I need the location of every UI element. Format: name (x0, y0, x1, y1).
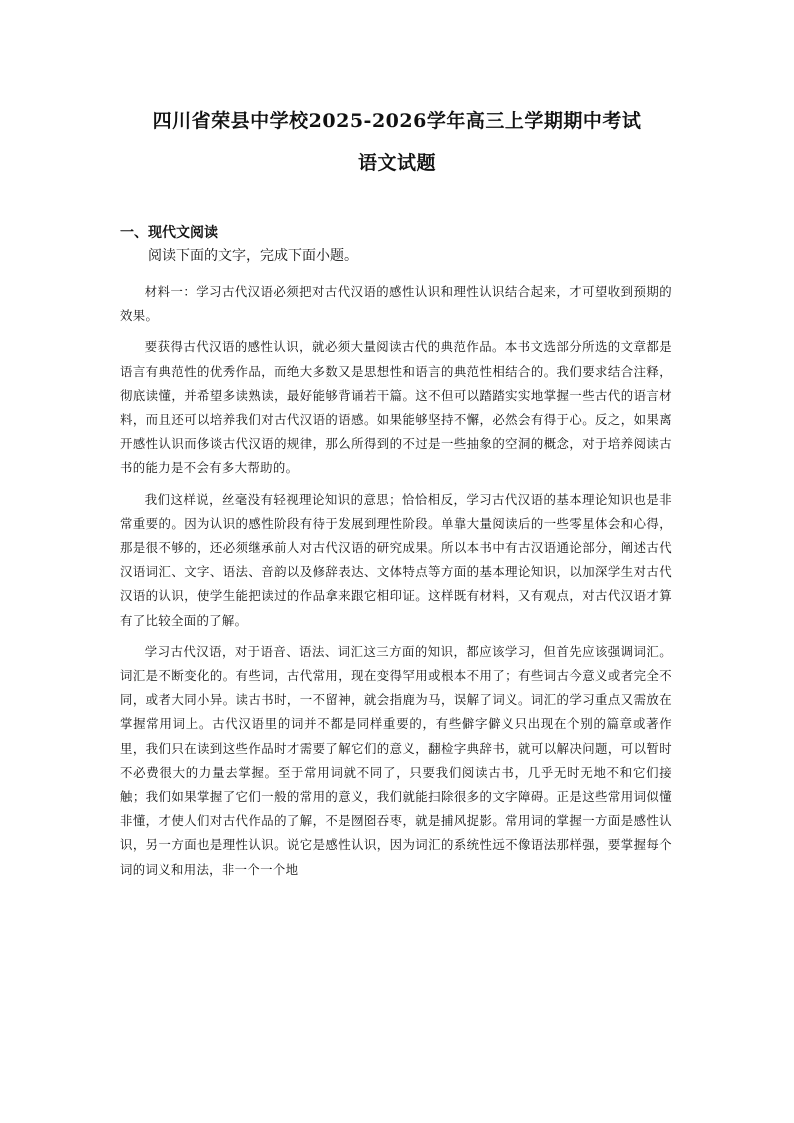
reading-passage (120, 280, 672, 889)
passage-paragraph-2: 要获得古代汉语的感性认识，就必须大量阅读古代的典范作品。本书文选部分所选的文章都是语言有典范性的优秀作品，而绝大多数又是思想性和语言的典范性相结合的。我们要求结合注释，彻底读懂，并希望多读熟读，最好能够背诵若干篇。这不但可以踏踏实实地掌握一些古代的语言材料，而且还可以培养我们对古代汉语的语感。如果能够坚持不懈，必然会有得于心。反之，如果离开感性认识而侈谈古代汉语的规律，那么所得到的不过是一些抽象的空洞的概念，对于培养阅读古书的能力是不会有多大帮助的。 (120, 339, 672, 476)
section-heading: 一、现代文阅读 (120, 225, 218, 241)
passage-paragraph-1: 材料一：学习古代汉语必须把对古代汉语的感性认识和理性认识结合起来，才可望收到预期的效果。 (120, 284, 672, 324)
exam-subtitle: 语文试题 (357, 152, 436, 174)
reading-instruction: 阅读下面的文字，完成下面小题。 (148, 248, 358, 264)
exam-title: 四川省荣县中学校2025-2026学年高三上学期期中考试 (152, 110, 642, 132)
passage-paragraph-4: 学习古代汉语，对于语音、语法、词汇这三方面的知识，都应该学习，但首先应该强调词汇。词汇是不断变化的。有些词，古代常用，现在变得罕用或根本不用了；有些词古今意义或者完全不同，或者大同小异。读古书时，一不留神，就会指鹿为马，误解了词义。词汇的学习重点又需放在掌握常用词上。古代汉语里的词并不都是同样重要的，有些僻字僻义只出现在个别的篇章或著作里，我们只在读到这些作品时才需要了解它们的意义，翻检字典辞书，就可以解决问题，可以暂时不必费很大的力量去掌握。至于常用词就不同了，只要我们阅读古书，几乎无时无地不和它们接触；我们如果掌握了它们一般的常用的意义，我们就能扫除很多的文字障碍。正是这些常用词似懂非懂，才使人们对古代作品的了解，不是囫囵吞枣，就是捕风捉影。常用词的掌握一方面是感性认识，另一方面也是理性认识。说它是感性认识，因为词汇的系统性远不像语法那样强，要掌握每个词的词义和用法，非一个一个地 (120, 643, 672, 877)
passage-paragraph-3: 我们这样说，丝毫没有轻视理论知识的意思；恰恰相反，学习古代汉语的基本理论知识也是非常重要的。因为认识的感性阶段有待于发展到理性阶段。单靠大量阅读后的一些零星体会和心得，那是很不够的，还必须继承前人对古代汉语的研究成果。所以本书中有古汉语通论部分，阐述古代汉语词汇、文字、语法、音韵以及修辞表达、文体特点等方面的基本理论知识，以加深学生对古代汉语的认识，使学生能把读过的作品拿来跟它相印证。这样既有材料，又有观点，对古代汉语才算有了比较全面的了解。 (120, 491, 672, 628)
